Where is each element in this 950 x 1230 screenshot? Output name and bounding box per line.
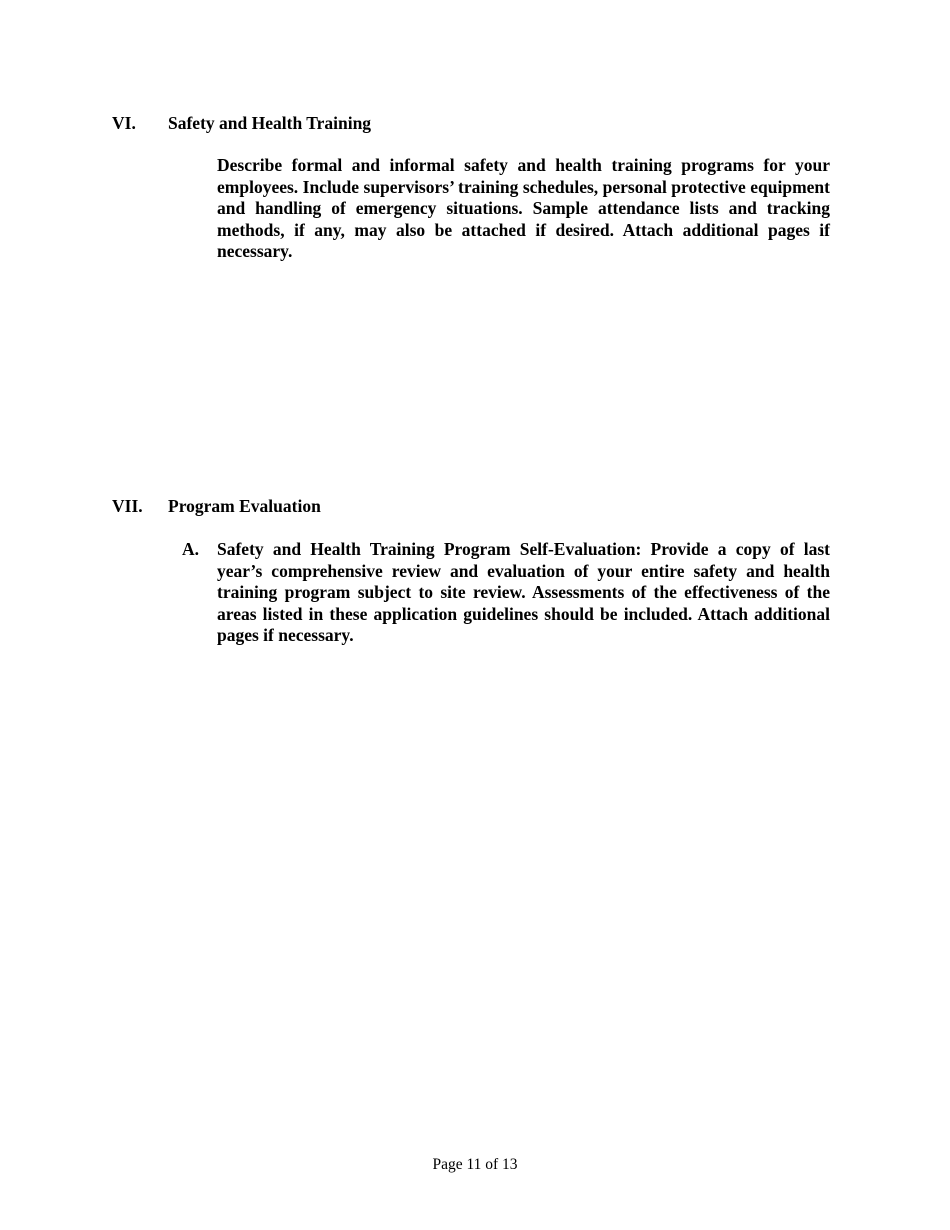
- section-number: VII.: [112, 496, 143, 516]
- list-item-text: Safety and Health Training Program Self-Evaluation: Provide a copy of last year’s comprehensive review and evaluation of your entire safety and health training program subject to site review. Assessments of the effectiveness of the areas listed in these application guidelines should be included. Attach additional pages if necessary.: [217, 539, 830, 646]
- section-title: Program Evaluation: [168, 496, 321, 516]
- section-instructions: Describe formal and informal safety and health training programs for your employees. Include supervisors’ training schedules, personal protective equipment and handling of emergency situations. Sample attendance lists and tracking methods, if any, may also be attached if desired. Attach additional pages if necessary.: [217, 155, 830, 262]
- list-item-marker: A.: [182, 539, 200, 559]
- section-title: Safety and Health Training: [168, 113, 372, 133]
- page-number: Page 11 of 13: [432, 1156, 518, 1173]
- section-number: VI.: [112, 113, 136, 133]
